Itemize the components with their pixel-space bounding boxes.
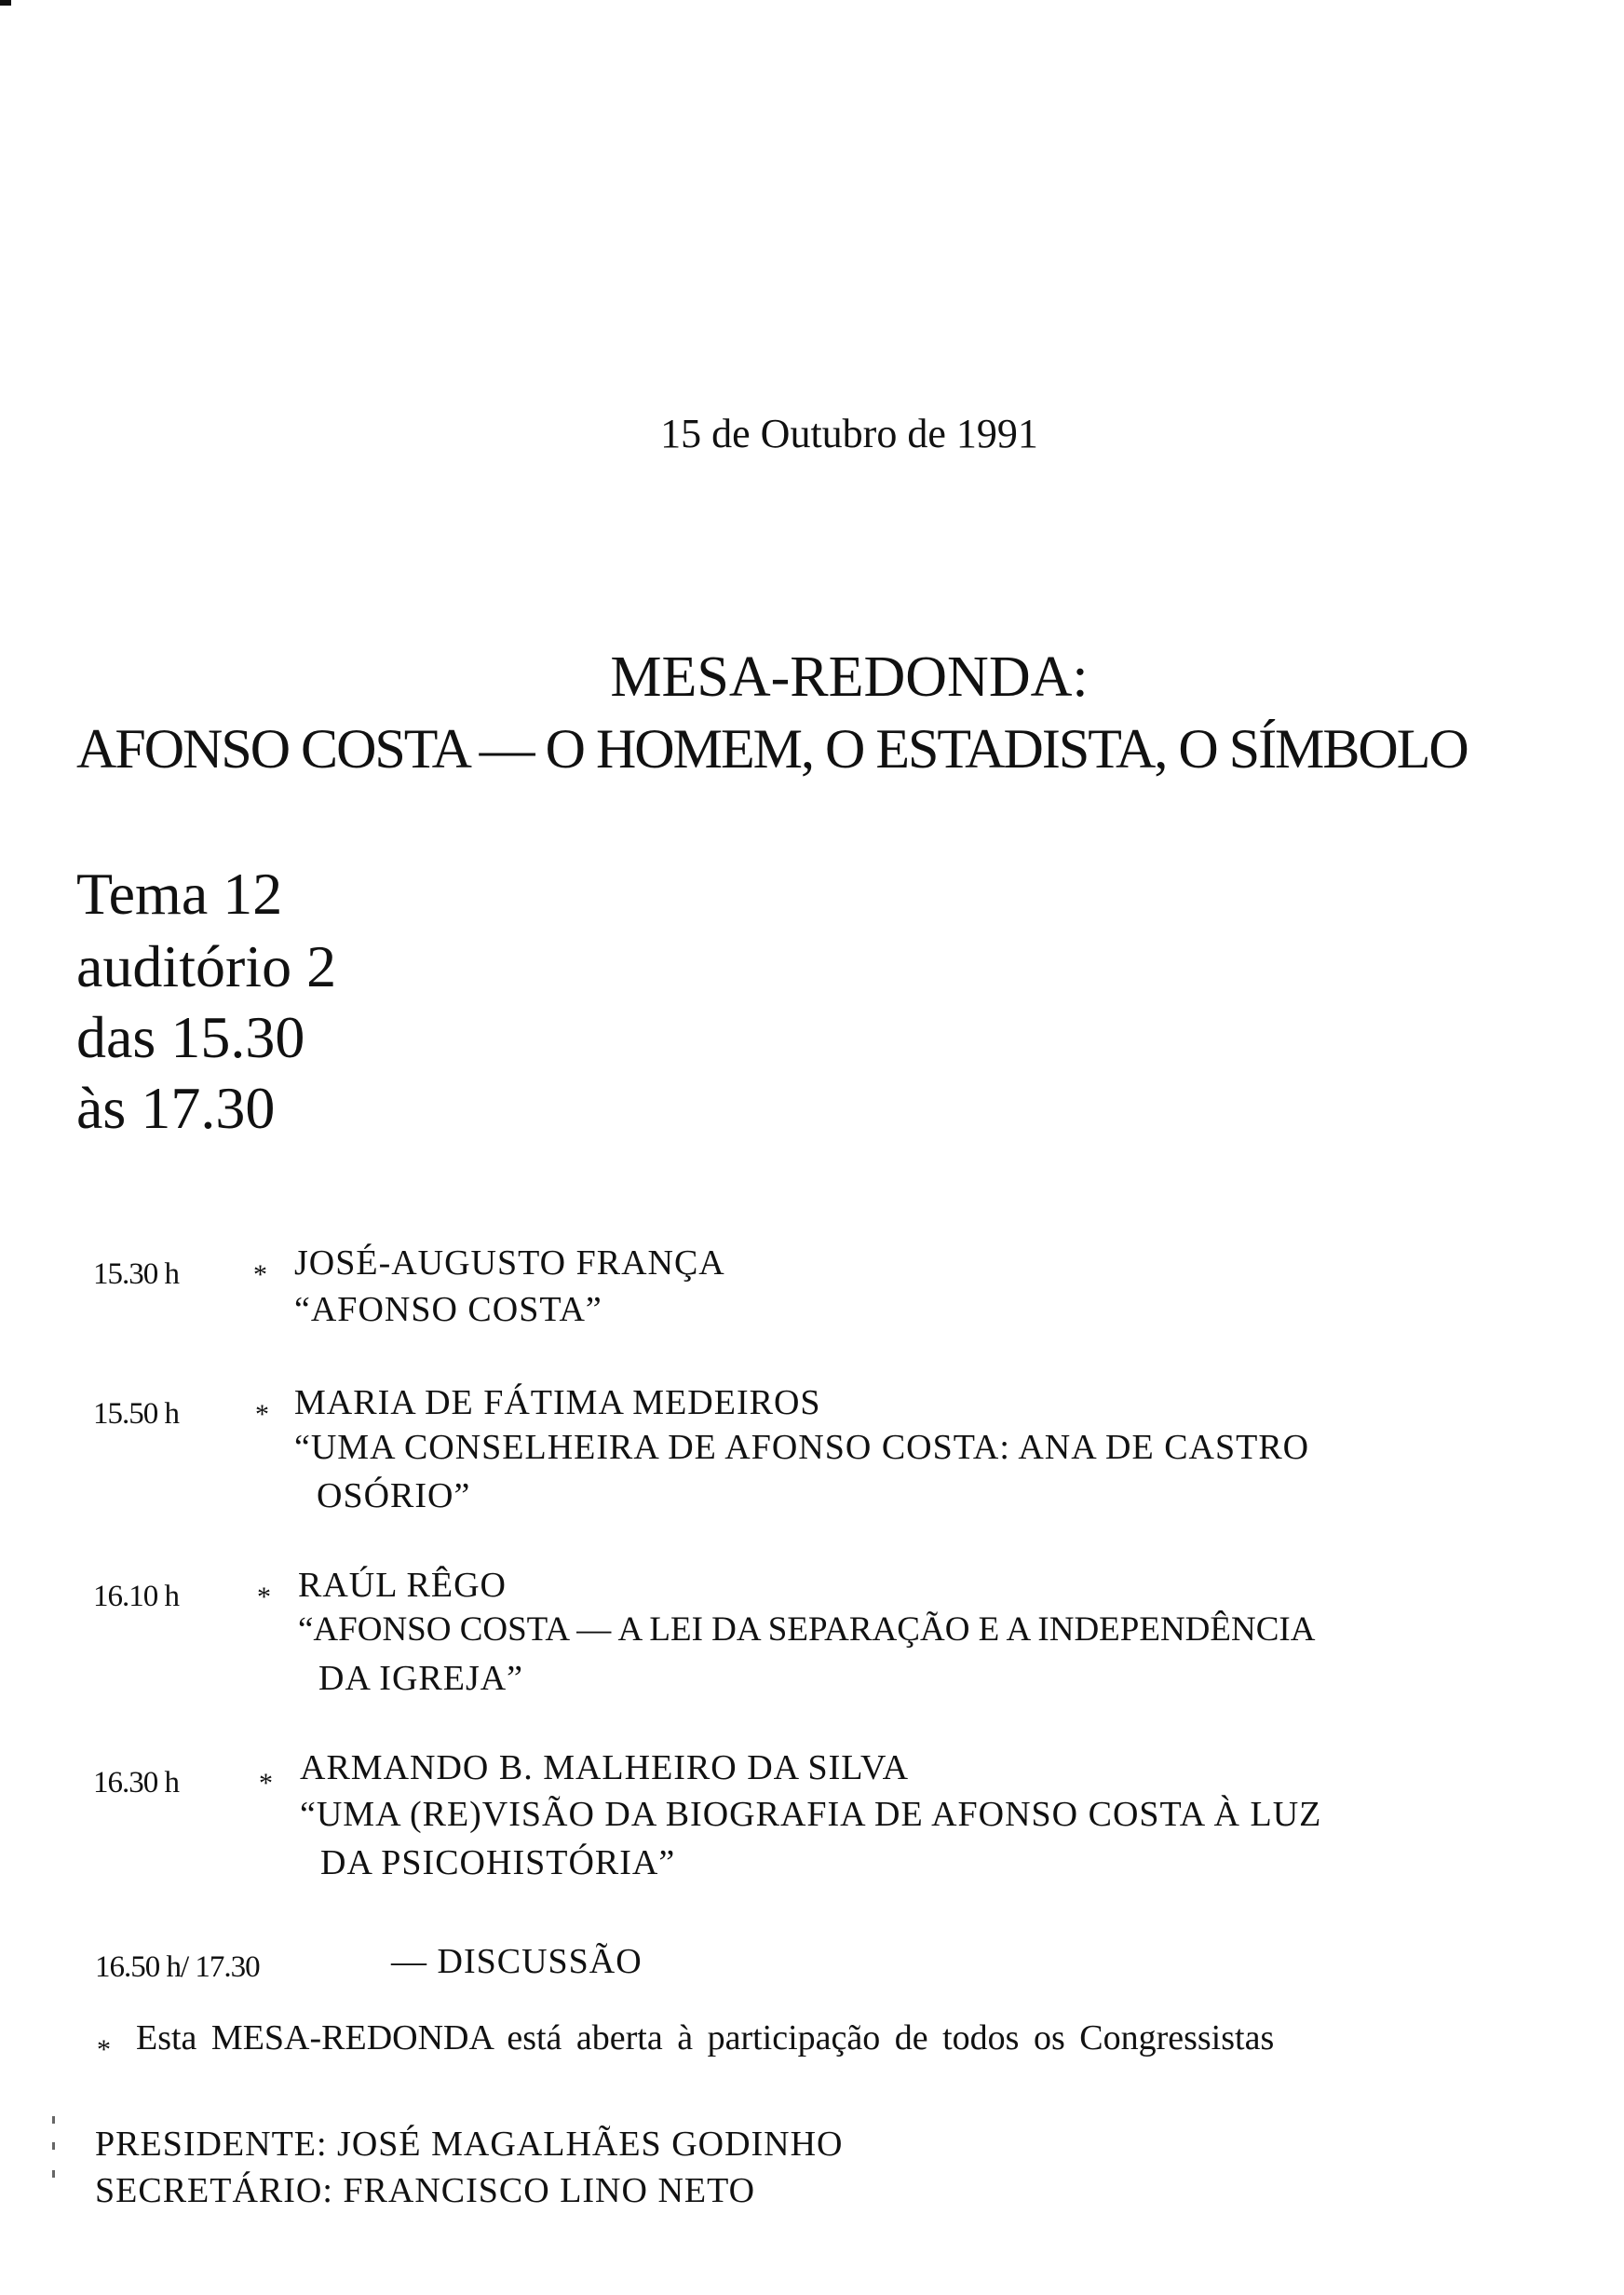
session-speaker: JOSÉ-AUGUSTO FRANÇA xyxy=(294,1243,725,1283)
bullet-star: * xyxy=(253,1259,267,1290)
president-line: PRESIDENTE: JOSÉ MAGALHÃES GODINHO xyxy=(95,2125,844,2164)
session-title: “UMA (RE)VISÃO DA BIOGRAFIA DE AFONSO COSTA À LUZ xyxy=(300,1795,1322,1834)
bullet-star: * xyxy=(257,1582,271,1612)
theme-number: Tema 12 xyxy=(76,861,283,927)
round-table-heading: MESA-REDONDA: xyxy=(610,645,1089,709)
auditorium: auditório 2 xyxy=(76,933,337,999)
session-title-continued: DA PSICOHISTÓRIA” xyxy=(320,1843,676,1882)
end-time: às 17.30 xyxy=(76,1075,276,1141)
start-time: das 15.30 xyxy=(76,1004,305,1070)
session-speaker: MARIA DE FÁTIMA MEDEIROS xyxy=(294,1383,821,1422)
session-time: 15.30 h xyxy=(93,1257,179,1291)
margin-speck xyxy=(52,2170,55,2178)
event-date: 15 de Outubro de 1991 xyxy=(660,411,1038,456)
discussion-label: — DISCUSSÃO xyxy=(391,1942,643,1981)
scan-corner-mark xyxy=(0,0,11,6)
bullet-star: * xyxy=(259,1768,273,1799)
note-star: * xyxy=(97,2034,111,2065)
session-title: “UMA CONSELHEIRA DE AFONSO COSTA: ANA DE CASTRO xyxy=(294,1428,1310,1467)
participation-note: Esta MESA-REDONDA está aberta à participação de todos os Congressistas xyxy=(136,2018,1275,2057)
session-speaker: RAÚL RÊGO xyxy=(298,1566,507,1605)
discussion-time: 16.50 h/ 17.30 xyxy=(95,1950,260,1984)
bullet-star: * xyxy=(255,1399,269,1430)
margin-speck xyxy=(52,2116,55,2124)
session-title: “AFONSO COSTA” xyxy=(294,1290,602,1329)
session-title-continued: OSÓRIO” xyxy=(317,1476,471,1515)
round-table-subtitle: AFONSO COSTA — O HOMEM, O ESTADISTA, O SÍMBOLO xyxy=(76,718,1468,780)
session-title: “AFONSO COSTA — A LEI DA SEPARAÇÃO E A INDEPENDÊNCIA xyxy=(298,1610,1316,1649)
secretary-line: SECRETÁRIO: FRANCISCO LINO NETO xyxy=(95,2171,756,2210)
session-time: 16.10 h xyxy=(93,1580,179,1613)
session-title-continued: DA IGREJA” xyxy=(318,1659,524,1698)
session-speaker: ARMANDO B. MALHEIRO DA SILVA xyxy=(300,1748,910,1787)
margin-speck xyxy=(52,2142,55,2150)
session-time: 15.50 h xyxy=(93,1397,179,1431)
session-time: 16.30 h xyxy=(93,1766,179,1799)
